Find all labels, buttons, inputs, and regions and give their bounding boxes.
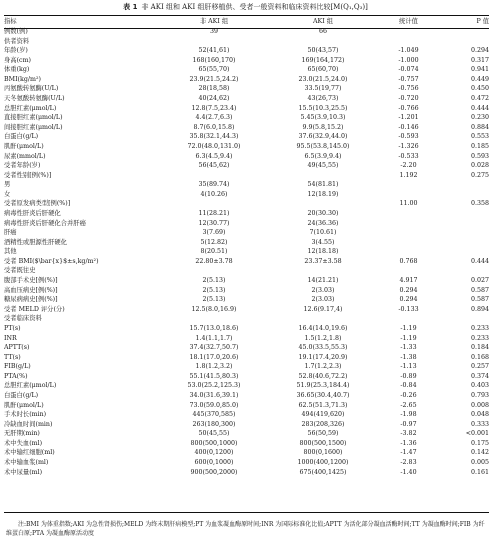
cell-p-value: 0.587: [470, 286, 489, 294]
cell-p-value: 0.230: [470, 114, 489, 122]
cell-statistic: -1.47: [400, 449, 417, 457]
cell-non-aki: 35.8(32.1,44.3): [189, 133, 239, 141]
header-indicator: 指标: [4, 18, 17, 25]
table-row: [4, 123, 489, 133]
cell-aki: 15.5(10.3,25.5): [298, 104, 348, 112]
cell-aki: 36.65(30.4,40.7): [296, 391, 350, 399]
cell-aki: 800(500,1500): [299, 439, 347, 447]
cell-aki: [269, 266, 377, 276]
cell-aki: 1000(400,1200): [297, 459, 349, 467]
cell-statistic: [377, 247, 440, 257]
cell-statistic: -2.83: [400, 459, 417, 467]
table-row: [4, 439, 489, 449]
cell-p-value: 0.142: [470, 449, 489, 457]
row-label: 腹部手术史[例(%)]: [4, 277, 58, 285]
row-label: 白蛋白(g/L): [4, 133, 39, 141]
cell-non-aki: 4.4(2.7,6.3): [195, 114, 233, 122]
cell-statistic: [377, 266, 440, 276]
cell-aki: 23.0(21.5,24.0): [298, 75, 348, 83]
cell-non-aki: 28(18,58): [198, 85, 230, 93]
row-label: 术中输红细胞(ml): [4, 449, 55, 457]
cell-p-value: [440, 238, 489, 248]
table-row: [4, 276, 489, 286]
cell-p-value: [440, 228, 489, 238]
cell-p-value: 0.333: [470, 420, 489, 428]
table-row: [4, 56, 489, 66]
cell-statistic: 0.294: [399, 296, 418, 304]
row-label: INR: [4, 334, 17, 342]
cell-non-aki: [159, 314, 269, 324]
cell-aki: 51.9(25.3,184.4): [296, 382, 350, 390]
table-body: [4, 27, 489, 477]
data-table: [4, 17, 489, 477]
row-label: 体重(kg): [4, 66, 30, 74]
row-label: 直接胆红素(μmol/L): [4, 114, 63, 122]
table-row: [4, 161, 489, 171]
cell-non-aki: 37.4(32.7,50.7): [189, 344, 239, 352]
cell-statistic: -0.26: [400, 391, 417, 399]
header-row: [4, 17, 489, 27]
table-row: [4, 391, 489, 401]
cell-aki: 6.5(3.9,9.4): [304, 152, 342, 160]
cell-aki: 14(21.21): [307, 277, 339, 285]
cell-p-value: 0.587: [470, 296, 489, 304]
cell-statistic: [377, 27, 440, 37]
row-label: 身高(cm): [4, 56, 32, 64]
table-row: [4, 37, 489, 47]
cell-p-value: 0.317: [470, 56, 489, 64]
cell-p-value: 0.184: [470, 344, 489, 352]
row-label: 高血压病史[例(%)]: [4, 286, 58, 294]
cell-non-aki: 12.8(7.5,23.4): [191, 104, 237, 112]
cell-non-aki: 263(180,300): [192, 420, 236, 428]
row-label: 受者年龄(岁): [4, 162, 41, 170]
cell-aki: 43(26,73): [307, 95, 339, 103]
table-row: [4, 219, 489, 229]
row-label: 总胆红素(μmol/L): [4, 104, 57, 112]
cell-p-value: 0.444: [470, 257, 489, 265]
row-label: 年龄(岁): [4, 47, 28, 55]
cell-aki: [269, 199, 377, 209]
cell-statistic: 1.192: [399, 171, 418, 179]
table-row: [4, 420, 489, 430]
cell-non-aki: 11(28.21): [198, 209, 230, 217]
cell-statistic: -0.074: [398, 66, 419, 74]
cell-aki: 54(81.81): [307, 181, 339, 189]
cell-non-aki: [159, 266, 269, 276]
cell-p-value: 0.048: [470, 411, 489, 419]
row-label: 其他: [4, 248, 17, 256]
cell-non-aki: 18.1(17.0,20.6): [189, 353, 239, 361]
cell-aki: 3(4.55): [311, 238, 335, 246]
cell-p-value: 0.275: [470, 171, 489, 179]
top-rule: [4, 15, 489, 16]
table-row: [4, 94, 489, 104]
cell-p-value: [440, 266, 489, 276]
bottom-rule: [4, 512, 489, 513]
cell-statistic: -1.19: [400, 334, 417, 342]
cell-p-value: 0.449: [470, 75, 489, 83]
cell-aki: 19.1(17.4,20.9): [298, 353, 348, 361]
cell-p-value: 0.894: [470, 305, 489, 313]
cell-non-aki: 1.8(1.2,3.2): [195, 363, 233, 371]
row-label: PT(s): [4, 324, 21, 332]
cell-p-value: [440, 37, 489, 47]
cell-p-value: [440, 27, 489, 37]
cell-aki: 9.9(5.8,15.2): [302, 123, 344, 131]
cell-non-aki: 3(7.69): [202, 229, 226, 237]
table-row: [4, 247, 489, 257]
cell-statistic: -3.82: [400, 430, 417, 438]
row-label: 受者既往史: [4, 267, 36, 275]
table-row: [4, 171, 489, 181]
table-row: [4, 468, 489, 478]
row-label: 糖尿病病史[例(%)]: [4, 296, 58, 304]
table-row: [4, 410, 489, 420]
table-row: [4, 266, 489, 276]
cell-p-value: 0.027: [470, 277, 489, 285]
cell-aki: 1.7(1.2,2.3): [304, 363, 342, 371]
cell-p-value: 0.233: [470, 324, 489, 332]
table-row: [4, 314, 489, 324]
cell-p-value: [440, 314, 489, 324]
cell-statistic: -1.40: [400, 468, 417, 476]
cell-non-aki: 73.0(59.0,85.0): [189, 401, 239, 409]
cell-aki: 5.45(3.9,10.3): [300, 114, 346, 122]
table-row: [4, 180, 489, 190]
cell-non-aki: 800(500,1000): [190, 439, 238, 447]
cell-aki: 16.4(14.0,19.6): [298, 324, 348, 332]
table-row: [4, 84, 489, 94]
header-p-value: P 值: [476, 18, 489, 25]
cell-non-aki: [159, 171, 269, 181]
row-label: BMI(kg/m²): [4, 75, 41, 83]
table-row: [4, 75, 489, 85]
table-row: [4, 401, 489, 411]
cell-p-value: 0.185: [470, 142, 489, 150]
cell-aki: 675(400,1425): [299, 468, 347, 476]
row-label: 术中失血(ml): [4, 439, 43, 447]
row-label: 受者 MELD 评分(分): [4, 305, 65, 313]
cell-aki: 56(50,59): [307, 430, 339, 438]
cell-non-aki: 8.7(6.0,15.8): [193, 123, 235, 131]
row-label: PTA(%): [4, 372, 28, 380]
cell-aki: 12(18.19): [307, 190, 339, 198]
row-label: 总胆红素(μmol/L): [4, 382, 57, 390]
cell-non-aki: 12(30.77): [198, 219, 230, 227]
cell-non-aki: 2(5.13): [202, 277, 226, 285]
cell-p-value: 0.168: [470, 353, 489, 361]
cell-p-value: 0.793: [470, 391, 489, 399]
table-title: 非 AKI 组和 AKI 组肝移植供、受者一般资料和临床资料比较[M(Q₁,Q₃)]: [141, 3, 368, 11]
row-label: 男: [4, 181, 11, 189]
cell-statistic: -1.201: [398, 114, 419, 122]
cell-statistic: [377, 37, 440, 47]
table-row: [4, 46, 489, 56]
row-label: 受者临床资料: [4, 315, 42, 323]
cell-statistic: 0.294: [399, 286, 418, 294]
cell-p-value: 0.403: [470, 382, 489, 390]
cell-p-value: 0.472: [470, 95, 489, 103]
table-row: [4, 152, 489, 162]
table-row: [4, 372, 489, 382]
table-row: [4, 257, 489, 267]
cell-statistic: -0.89: [400, 372, 417, 380]
cell-non-aki: 72.0(48.0,131.0): [187, 142, 241, 150]
cell-p-value: 0.294: [470, 47, 489, 55]
cell-statistic: -1.19: [400, 324, 417, 332]
row-label: 受者 BMI($\bar{x}$±s,kg/m²): [4, 257, 99, 265]
row-label: 受者原发病类型[例(%)]: [4, 200, 71, 208]
row-label: 白蛋白(g/L): [4, 391, 39, 399]
cell-aki: 20(30.30): [307, 209, 339, 217]
row-label: 天冬氨酸转氨酶(U/L): [4, 95, 65, 103]
row-label: 肌酐(μmol/L): [4, 142, 44, 150]
row-label: 尿素(mmol/L): [4, 152, 46, 160]
cell-non-aki: 39: [209, 28, 218, 35]
cell-aki: 62.5(51.3,71.3): [298, 401, 348, 409]
table-row: [4, 343, 489, 353]
cell-non-aki: 900(500,2000): [190, 468, 238, 476]
cell-non-aki: 2(5.13): [202, 296, 226, 304]
table-row: [4, 199, 489, 209]
table-row: [4, 305, 489, 315]
cell-aki: 2(3.03): [311, 296, 335, 304]
row-label: 受者性别[例(%)]: [4, 171, 52, 179]
table-row: [4, 458, 489, 468]
cell-aki: 50(43,57): [307, 47, 339, 55]
cell-aki: 33.5(19,77): [304, 85, 342, 93]
cell-p-value: 0.444: [470, 104, 489, 112]
cell-p-value: 0.028: [470, 162, 489, 170]
cell-p-value: [440, 180, 489, 190]
cell-non-aki: 2(5.13): [202, 286, 226, 294]
table-row: [4, 27, 489, 37]
cell-statistic: [377, 209, 440, 219]
cell-p-value: 0.941: [470, 66, 489, 74]
cell-statistic: 4.917: [399, 277, 418, 285]
cell-aki: 52.8(40.6,72.2): [298, 372, 348, 380]
cell-non-aki: [159, 199, 269, 209]
cell-statistic: -0.97: [400, 420, 417, 428]
table-row: [4, 65, 489, 75]
cell-aki: 45.0(33.5,55.3): [298, 344, 348, 352]
cell-statistic: -1.13: [400, 363, 417, 371]
cell-non-aki: 23.9(21.5,24.2): [189, 75, 239, 83]
row-label: 间接胆红素(μmol/L): [4, 123, 63, 131]
cell-aki: [269, 314, 377, 324]
cell-non-aki: 4(10.26): [200, 190, 228, 198]
cell-non-aki: 1.4(1.1,1.7): [195, 334, 233, 342]
table-row: [4, 190, 489, 200]
cell-aki: 2(3.03): [311, 286, 335, 294]
cell-statistic: [377, 228, 440, 238]
cell-non-aki: 53.0(25.2,125.3): [187, 382, 241, 390]
cell-statistic: -1.36: [400, 439, 417, 447]
cell-p-value: 0.884: [470, 123, 489, 131]
table-row: [4, 353, 489, 363]
cell-p-value: [440, 219, 489, 229]
header-aki: AKI 组: [312, 18, 334, 25]
cell-non-aki: 35(89.74): [198, 181, 230, 189]
row-label: 供者资料: [4, 37, 30, 45]
row-label: TT(s): [4, 353, 21, 361]
cell-aki: 95.5(53.8,145.0): [296, 142, 350, 150]
table-caption: [0, 3, 491, 12]
cell-statistic: 11.00: [399, 200, 418, 208]
cell-statistic: -2.65: [400, 401, 417, 409]
cell-statistic: -0.593: [398, 133, 419, 141]
cell-non-aki: [159, 37, 269, 47]
table-row: [4, 132, 489, 142]
cell-statistic: 0.768: [399, 257, 418, 265]
row-label: 酒精性或胆源性肝硬化: [4, 238, 67, 246]
cell-non-aki: 445(370,585): [192, 411, 236, 419]
header-non-aki: 非 AKI 组: [199, 18, 229, 25]
cell-non-aki: 56(45,62): [198, 162, 230, 170]
cell-aki: 65(60,70): [307, 66, 339, 74]
cell-statistic: [377, 190, 440, 200]
cell-p-value: 0.175: [470, 439, 489, 447]
row-label: 无肝期(min): [4, 430, 40, 438]
cell-statistic: -0.766: [398, 104, 419, 112]
cell-statistic: -1.38: [400, 353, 417, 361]
cell-aki: 49(45,55): [307, 162, 339, 170]
cell-p-value: [440, 247, 489, 257]
cell-non-aki: 50(45,55): [198, 430, 230, 438]
table-row: [4, 334, 489, 344]
table-row: [4, 142, 489, 152]
table-row: [4, 295, 489, 305]
table-row: [4, 286, 489, 296]
cell-statistic: [377, 180, 440, 190]
cell-non-aki: 34.0(31.6,39.1): [189, 391, 239, 399]
row-label: 术中尿量(ml): [4, 468, 43, 476]
cell-p-value: 0.005: [470, 459, 489, 467]
cell-aki: [269, 37, 377, 47]
table-row: [4, 362, 489, 372]
row-label: APTT(s): [4, 344, 30, 352]
cell-non-aki: 40(24,62): [198, 95, 230, 103]
cell-non-aki: 15.7(13.0,18.6): [189, 324, 239, 332]
cell-statistic: -1.000: [398, 56, 419, 64]
row-label: 例数(例): [4, 28, 28, 35]
cell-statistic: -0.720: [398, 95, 419, 103]
cell-p-value: 0.553: [470, 133, 489, 141]
table-row: [4, 104, 489, 114]
row-label: 病毒性肝炎后肝硬化合并肝癌: [4, 219, 86, 227]
row-label: FIB(g/L): [4, 363, 31, 371]
cell-non-aki: 12.5(8.0,16.9): [191, 305, 237, 313]
cell-statistic: -1.049: [398, 47, 419, 55]
cell-statistic: -0.84: [400, 382, 417, 390]
cell-p-value: [440, 209, 489, 219]
cell-statistic: -0.757: [398, 75, 419, 83]
table-row: [4, 238, 489, 248]
cell-p-value: 0.450: [470, 85, 489, 93]
cell-aki: 7(10.61): [309, 229, 337, 237]
cell-non-aki: 400(0,1200): [194, 449, 234, 457]
cell-statistic: -1.98: [400, 411, 417, 419]
table-footnote: 注:BMI 为体重指数;AKI 为急性肾损伤;MELD 为终末期肝病模型;PT 为血浆凝血酶原时间;INR 为国际标准化比值;APTT 为活化部分凝血活酶时间;TT 为凝血酶时间;FIB 为纤维蛋白原;PTA 为凝血酶原活动度: [6, 521, 485, 537]
cell-aki: 12(18.18): [307, 248, 339, 256]
cell-aki: 66: [318, 28, 327, 35]
table-row: [4, 228, 489, 238]
table-row: [4, 113, 489, 123]
cell-statistic: -2.20: [400, 162, 417, 170]
cell-p-value: 0.161: [470, 468, 489, 476]
cell-statistic: [377, 314, 440, 324]
cell-statistic: [377, 238, 440, 248]
cell-non-aki: 168(160,170): [192, 56, 236, 64]
table-row: [4, 381, 489, 391]
cell-non-aki: 6.3(4.5,9.4): [195, 152, 233, 160]
cell-statistic: [377, 219, 440, 229]
cell-non-aki: 22.80±3.78: [195, 257, 233, 265]
cell-aki: 169(164,172): [301, 56, 345, 64]
cell-p-value: 0.374: [470, 372, 489, 380]
cell-aki: 37.6(32.9,44.0): [298, 133, 348, 141]
cell-p-value: 0.257: [470, 363, 489, 371]
cell-non-aki: 55.1(41.5,80.3): [189, 372, 239, 380]
cell-p-value: [440, 190, 489, 200]
cell-non-aki: 52(41,61): [198, 47, 230, 55]
table-row: [4, 448, 489, 458]
cell-statistic: -1.33: [400, 344, 417, 352]
cell-statistic: -0.756: [398, 85, 419, 93]
cell-aki: [269, 171, 377, 181]
cell-statistic: -1.326: [398, 142, 419, 150]
cell-p-value: <0.001: [465, 430, 489, 438]
table-row: [4, 429, 489, 439]
row-label: 术中输血浆(ml): [4, 459, 49, 467]
table-number: 表 1: [123, 3, 138, 11]
cell-aki: 494(419,620): [301, 411, 345, 419]
cell-p-value: 0.593: [470, 152, 489, 160]
cell-aki: 1.5(1.2,1.8): [304, 334, 342, 342]
cell-p-value: 0.008: [470, 401, 489, 409]
row-label: 手术时长(min): [4, 411, 47, 419]
row-label: 肌酐(μmol/L): [4, 401, 44, 409]
table-row: [4, 209, 489, 219]
cell-statistic: -0.133: [398, 305, 419, 313]
cell-non-aki: 65(55,70): [198, 66, 230, 74]
cell-statistic: -0.533: [398, 152, 419, 160]
cell-aki: 800(0,1600): [303, 449, 343, 457]
cell-aki: 12.6(9.17,4): [303, 305, 343, 313]
row-label: 病毒性肝炎后肝硬化: [4, 209, 61, 217]
cell-non-aki: 5(12.82): [200, 238, 228, 246]
cell-aki: 24(36.36): [307, 219, 339, 227]
cell-p-value: 0.233: [470, 334, 489, 342]
cell-non-aki: 600(0,1000): [194, 459, 234, 467]
row-label: 丙氨酸转氨酶(U/L): [4, 85, 59, 93]
table-row: [4, 324, 489, 334]
header-statistic: 统计值: [399, 18, 418, 25]
row-label: 冷缺血时间(min): [4, 420, 53, 428]
cell-aki: 283(208,326): [301, 420, 345, 428]
cell-aki: 23.37±3.58: [304, 257, 342, 265]
row-label: 女: [4, 190, 11, 198]
cell-p-value: 0.358: [470, 200, 489, 208]
cell-non-aki: 8(20.51): [200, 248, 228, 256]
row-label: 肝癌: [4, 229, 17, 237]
cell-statistic: -0.146: [398, 123, 419, 131]
